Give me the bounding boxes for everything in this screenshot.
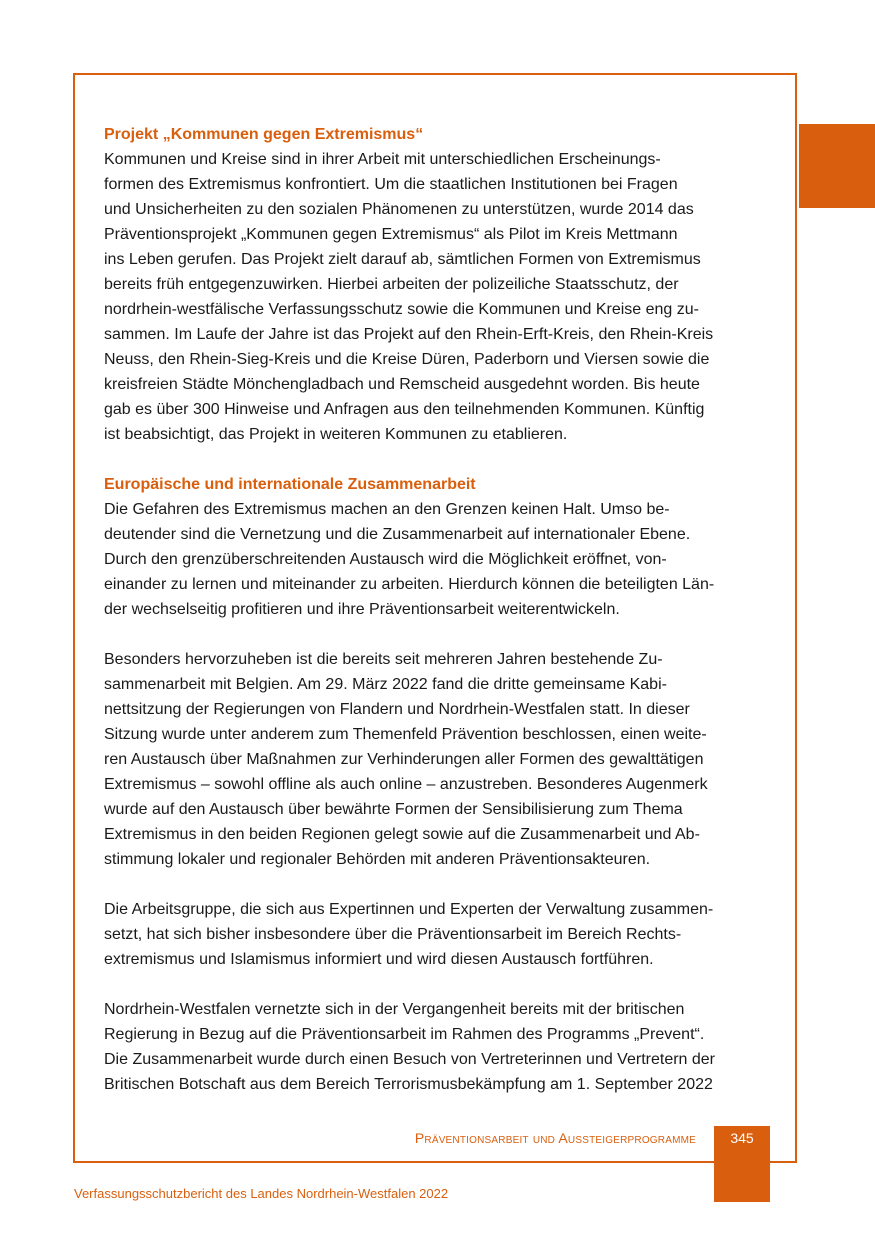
page-number: 345 xyxy=(730,1130,754,1146)
paragraph-arbeitsgruppe: Die Arbeitsgruppe, die sich aus Expertinnen und Experten der Verwaltung zusammen- setzt, hat sich bisher insbesondere über die Präventionsarbeit im Bereich Rechts- extremismus und Islamismus informiert und wird diesen Austausch fortführen. xyxy=(104,901,714,968)
main-content xyxy=(104,122,772,1097)
paragraph-kommunen: Kommunen und Kreise sind in ihrer Arbeit mit unterschiedlichen Erscheinungs- formen des Extremismus konfrontiert. Um die staatlichen Institutionen bei Fragen und Unsicherheiten zu den sozialen Phänomenen zu unterstützen, wurde 2014 das Präventionsprojekt „Kommunen gegen Extremismus“ als Pilot im Kreis Mettmann ins Leben gerufen. Das Projekt zielt darauf ab, sämtlichen Formen von Extremismus bereits früh entgegenzuwirken. Hierbei arbeiten der polizeiliche Staatsschutz, der nordrhein-westfälische Verfassungsschutz sowie die Kommunen und Kreise eng zu- sammen. Im Laufe der Jahre ist das Projekt auf den Rhein-Erft-Kreis, den Rhein-Kreis Neuss, den Rhein-Sieg-Kreis und die Kreise Düren, Paderborn und Viersen sowie die kreisfreien Städte Mönchengladbach und Remscheid ausgedehnt worden. Bis heute gab es über 300 Hinweise und Anfragen aus den teilnehmenden Kommunen. Künftig ist beabsichtigt, das Projekt in weiteren Kommunen zu etablieren. xyxy=(104,151,714,443)
page-number-box xyxy=(714,1126,770,1202)
chapter-title: Präventionsarbeit und Aussteigerprogramme xyxy=(414,1130,696,1146)
document-title: Verfassungsschutzbericht des Landes Nordrhein-Westfalen 2022 xyxy=(74,1186,449,1201)
section-heading-kommunen: Projekt „Kommunen gegen Extremismus“ xyxy=(104,126,424,143)
chapter-side-tab xyxy=(799,124,875,208)
section-heading-international: Europäische und internationale Zusammenarbeit xyxy=(104,476,476,493)
paragraph-international-intro: Die Gefahren des Extremismus machen an den Grenzen keinen Halt. Umso be- deutender sind die Vernetzung und die Zusammenarbeit auf internationaler Ebene. Durch den grenzüberschreitenden Austausch wird die Möglichkeit eröffnet, von- einander zu lernen und miteinander zu arbeiten. Hierdurch können die beteiligten Län- der wechselseitig profitieren und ihre Präventionsarbeit weiterentwickeln. xyxy=(104,501,715,618)
paragraph-belgien: Besonders hervorzuheben ist die bereits seit mehreren Jahren bestehende Zu- sammenarbeit mit Belgien. Am 29. März 2022 fand die dritte gemeinsame Kabi- nettsitzung der Regierungen von Flandern und Nordrhein-Westfalen statt. In dieser Sitzung wurde unter anderem zum Themenfeld Prävention beschlossen, einen weite- ren Austausch über Maßnahmen zur Verhinderungen aller Formen des gewalttätigen Extremismus – sowohl offline als auch online – anzustreben. Besonderes Augenmerk wurde auf den Austausch über bewährte Formen der Sensibilisierung zum Thema Extremismus in den beiden Regionen gelegt sowie auf die Zusammenarbeit und Ab- stimmung lokaler und regionaler Behörden mit anderen Präventionsakteuren. xyxy=(104,651,708,868)
paragraph-prevent: Nordrhein-Westfalen vernetzte sich in der Vergangenheit bereits mit der britischen Regierung in Bezug auf die Präventionsarbeit im Rahmen des Programms „Prevent“. Die Zusammenarbeit wurde durch einen Besuch von Vertreterinnen und Vertretern der Britischen Botschaft aus dem Bereich Terrorismusbekämpfung am 1. September 2022 xyxy=(104,1001,716,1093)
